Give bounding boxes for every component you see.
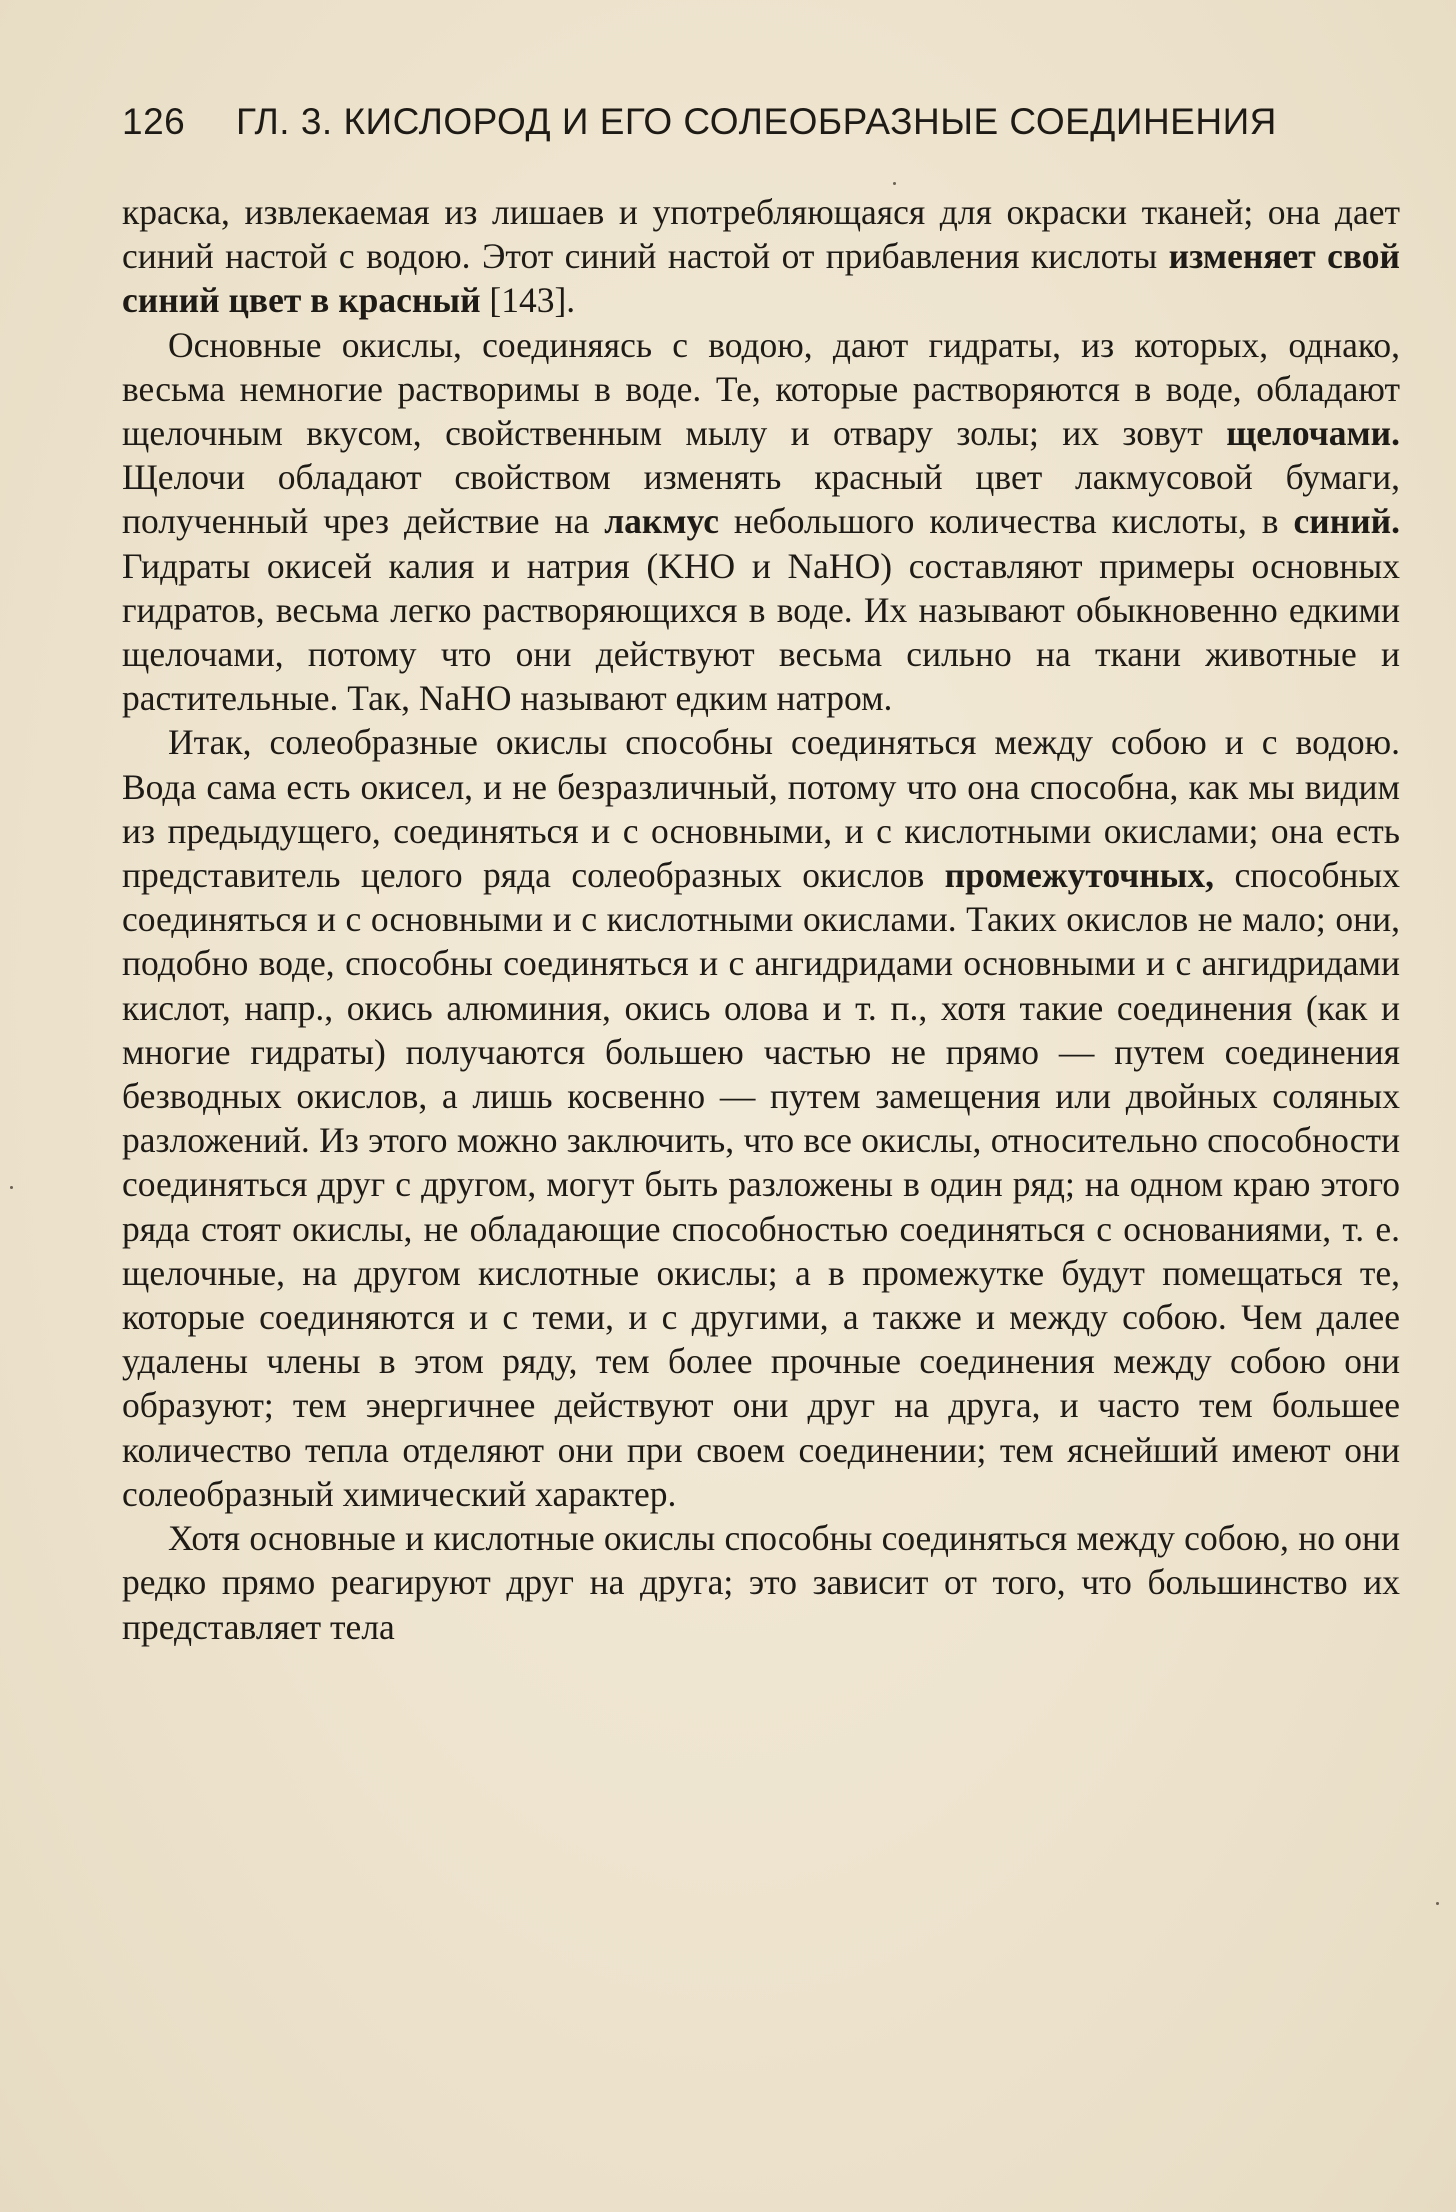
emphasis-text: промежуточных, — [944, 855, 1214, 896]
text-run: краска, извлекаемая из лишаев и употребляющаяся для окраски тканей; она дает синий настой с водою. Этот синий настой от прибавления кислоты — [122, 192, 1400, 277]
text-run: Итак, солеобразные окислы способны соединяться между собою и с водою. Вода сама есть окисел, и не безразличный, потому что она способна, как мы видим из предыдущего, соединяться и с основными, и с кислотными окислами; она есть представитель целого ряда солеобразных окислов — [122, 722, 1400, 896]
paper-speck — [893, 182, 896, 185]
emphasis-text: лакмус — [604, 501, 719, 542]
text-run: Хотя основные и кислотные окислы способны соединяться между собою, но они редко прямо реагируют друг на друга; это зависит от того, что большинство их представляет тела — [122, 1518, 1400, 1647]
paragraph-3 — [122, 720, 1400, 1516]
paragraph-1 — [122, 190, 1400, 323]
page-number: 126 — [122, 101, 186, 142]
text-run: Гидраты окисей калия и натрия (KHO и NaHO) составляют примеры основных гидратов, весьма легко растворяющихся в воде. Их называют обыкновенно едкими щелочами, потому что они действуют весьма сильно на ткани животные и растительные. Так, NaHO называют едким натром. — [122, 545, 1400, 719]
text-run: [143]. — [480, 280, 576, 321]
paragraph-2 — [122, 323, 1400, 721]
emphasis-text: синий. — [1293, 501, 1400, 542]
text-run: небольшого количества кислоты, в — [718, 501, 1294, 542]
body-text — [122, 190, 1400, 1649]
text-run: способных соединяться и с основными и с кислотными окислами. Таких окислов не мало; они, подобно воде, способны соединяться и с ангидридами основными и с ангидридами кислот, напр., окись алюминия, окись олова и т. п., хотя такие соединения (как и многие гидраты) получаются большею частью не прямо — путем соединения безводных окислов, а лишь косвенно — путем замещения или двойных соляных разложений. Из этого можно заключить, что все окислы, относительно способности соединяться друг с другом, могут быть разложены в один ряд; на одном краю этого ряда стоят окислы, не обладающие способностью соединяться с основаниями, т. е. щелочные, на другом кислотные окислы; а в промежутке будут помещаться те, которые соединяются и с теми, и с другими, а также и между собою. Чем далее удалены члены в этом ряду, тем более прочные соединения между собою они образуют; тем энергичнее действуют они друг на друга, и часто тем большее количество тепла отделяют они при своем соединении; тем яснейший имеют они солеобразный химический характер. — [122, 855, 1400, 1514]
paper-speck — [1436, 1902, 1439, 1905]
text-run: Щелочи обладают свойством изменять красный цвет лакмусовой бумаги, полученный чрез действие на — [122, 457, 1400, 542]
emphasis-text: изменяет свой синий цвет в красный — [122, 236, 1400, 321]
text-run: Основные окислы, соединяясь с водою, дают гидраты, из которых, однако, весьма немногие растворимы в воде. Те, которые растворяются в воде, обладают щелочным вкусом, свойственным мылу и отвару золы; их зовут — [122, 324, 1400, 454]
paper-speck — [10, 1186, 13, 1189]
page-header — [122, 92, 1322, 152]
running-title: ГЛ. 3. КИСЛОРОД И ЕГО СОЛЕОБРАЗНЫЕ СОЕДИНЕНИЯ — [236, 101, 1277, 142]
emphasis-text: щелочами. — [1226, 413, 1400, 454]
paragraph-4 — [122, 1516, 1400, 1649]
